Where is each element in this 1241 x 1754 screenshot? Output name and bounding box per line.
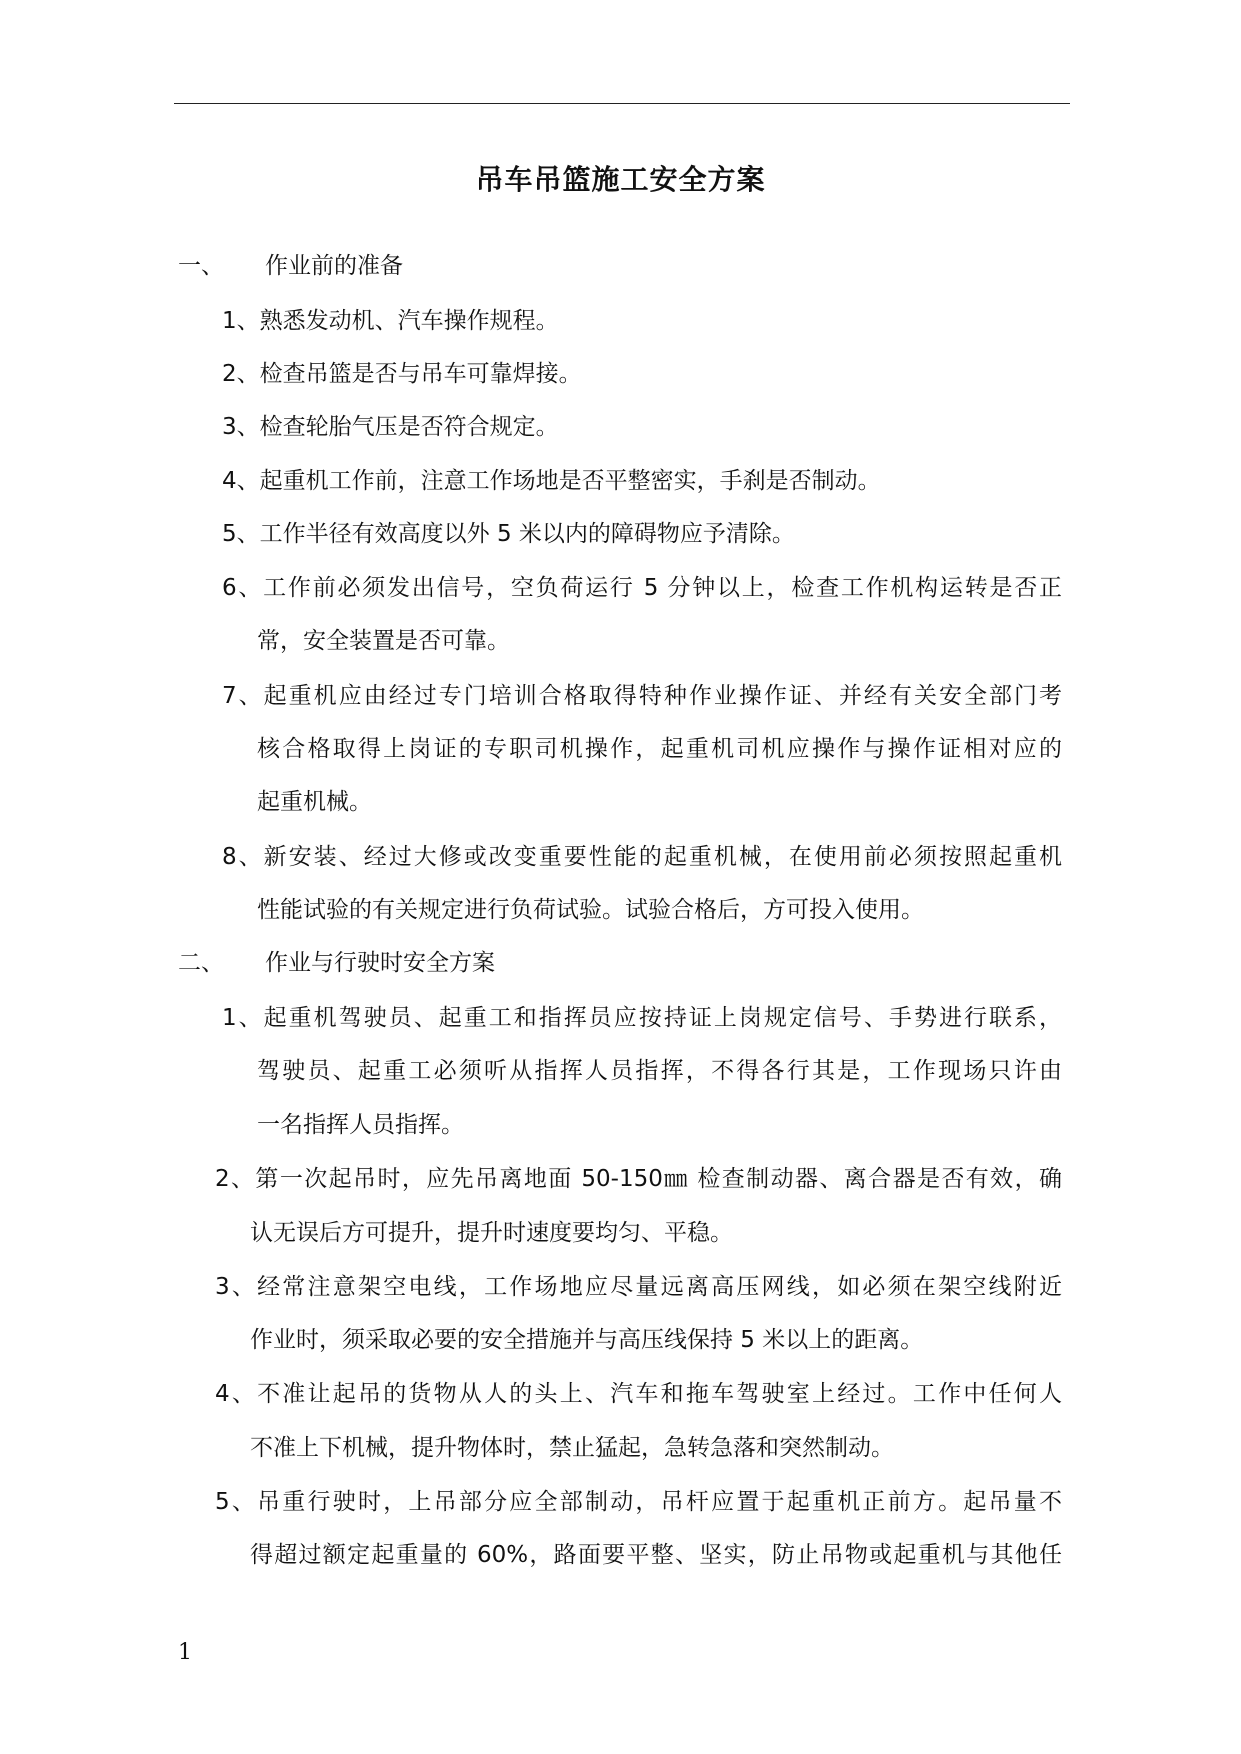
list-item-continuation: 性能试验的有关规定进行负荷试验。试验合格后，方可投入使用。 <box>257 897 924 923</box>
list-item: 3、检查轮胎气压是否符合规定。 <box>222 414 559 440</box>
document-title: 吊车吊篮施工安全方案 <box>475 163 766 196</box>
list-item: 3、经常注意架空电线，工作场地应尽量远离高压网线，如必须在架空线附近 <box>215 1274 1062 1300</box>
list-item-continuation: 驾驶员、起重工必须听从指挥人员指挥，不得各行其是，工作现场只许由 <box>257 1058 1062 1084</box>
header-rule <box>174 103 1070 104</box>
list-item-continuation: 起重机械。 <box>257 789 372 815</box>
section-number: 二、 <box>178 950 224 976</box>
section-title: 作业前的准备 <box>265 253 403 279</box>
list-item: 2、第一次起吊时，应先吊离地面 50-150㎜ 检查制动器、离合器是否有效，确 <box>215 1166 1062 1192</box>
list-item-continuation: 核合格取得上岗证的专职司机操作，起重机司机应操作与操作证相对应的 <box>257 736 1062 762</box>
list-item-continuation: 不准上下机械，提升物体时，禁止猛起，急转急落和突然制动。 <box>250 1435 894 1461</box>
list-item-continuation: 常，安全装置是否可靠。 <box>257 628 510 654</box>
list-item: 1、起重机驾驶员、起重工和指挥员应按持证上岗规定信号、手势进行联系， <box>222 1005 1062 1031</box>
list-item-continuation: 得超过额定起重量的 60%，路面要平整、坚实，防止吊物或起重机与其他任 <box>250 1542 1062 1568</box>
list-item: 5、吊重行驶时，上吊部分应全部制动，吊杆应置于起重机正前方。起吊量不 <box>215 1489 1062 1515</box>
list-item: 4、不准让起吊的货物从人的头上、汽车和拖车驾驶室上经过。工作中任何人 <box>215 1381 1062 1407</box>
list-item: 1、熟悉发动机、汽车操作规程。 <box>222 308 559 334</box>
list-item: 5、工作半径有效高度以外 5 米以内的障碍物应予清除。 <box>222 521 795 547</box>
list-item: 4、起重机工作前，注意工作场地是否平整密实，手刹是否制动。 <box>222 468 881 494</box>
list-item: 8、新安装、经过大修或改变重要性能的起重机械，在使用前必须按照起重机 <box>222 844 1062 870</box>
list-item-continuation: 一名指挥人员指挥。 <box>257 1112 464 1138</box>
section-title: 作业与行驶时安全方案 <box>265 950 495 976</box>
list-item-continuation: 作业时，须采取必要的安全措施并与高压线保持 5 米以上的距离。 <box>250 1327 924 1353</box>
list-item: 2、检查吊篮是否与吊车可靠焊接。 <box>222 361 582 387</box>
page-number: 1 <box>178 1640 192 1665</box>
section-number: 一、 <box>178 253 224 279</box>
list-item-continuation: 认无误后方可提升，提升时速度要均匀、平稳。 <box>250 1220 733 1246</box>
list-item: 7、起重机应由经过专门培训合格取得特种作业操作证、并经有关安全部门考 <box>222 683 1062 709</box>
list-item: 6、工作前必须发出信号，空负荷运行 5 分钟以上，检查工作机构运转是否正 <box>222 575 1062 601</box>
